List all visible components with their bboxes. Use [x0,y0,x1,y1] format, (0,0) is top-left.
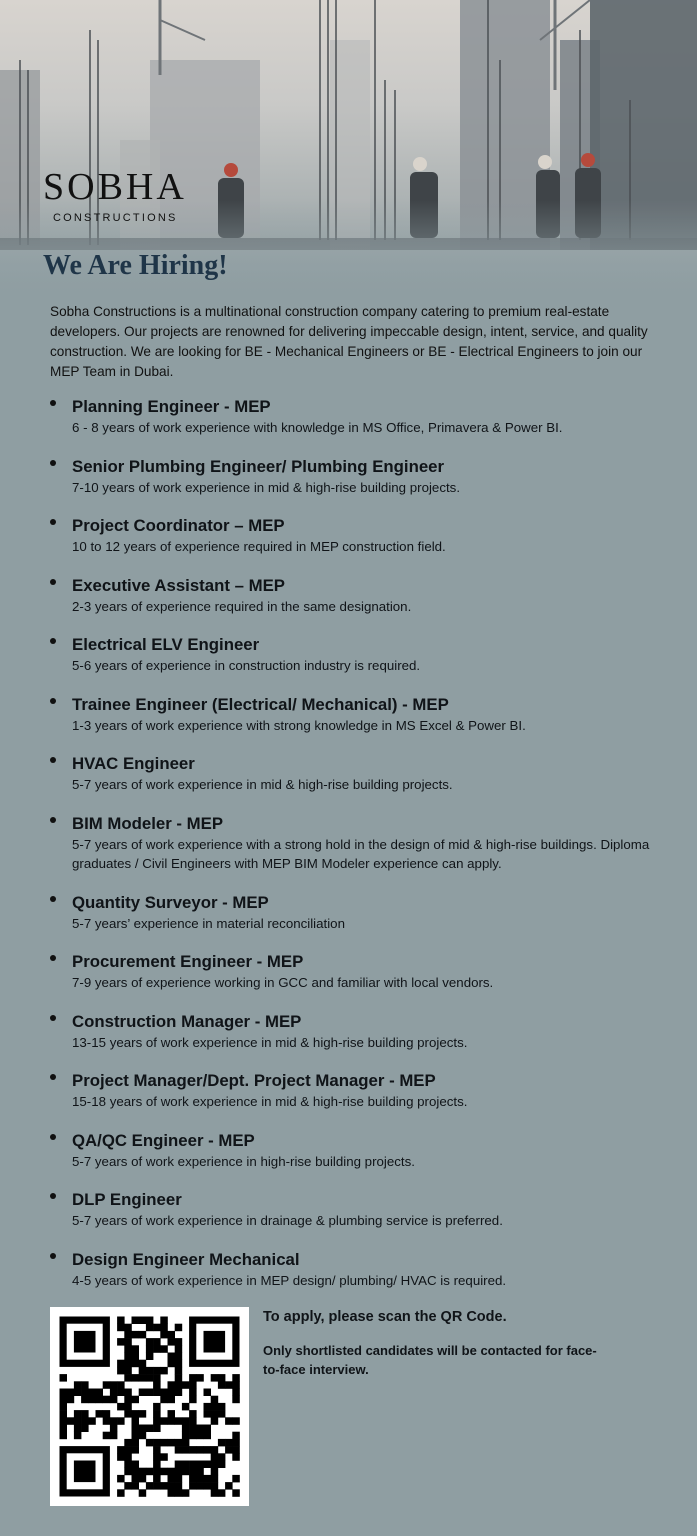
bullet-icon [50,1015,56,1021]
job-description: 5-6 years of experience in construction industry is required. [72,658,421,673]
bullet-icon [50,955,56,961]
job-title: BIM Modeler - MEP [72,813,224,833]
job-description: 5-7 years of work experience with a strong hold in the design of mid & high-rise buildings. Diploma graduates / Civil Engineers with MEP BIM Modeler experience can apply. [72,836,650,871]
bullet-icon [50,1134,56,1140]
job-item [50,694,680,736]
job-item [50,892,680,934]
job-item [50,1130,680,1172]
job-item [50,813,680,874]
bullet-icon [50,1074,56,1080]
intro-paragraph: Sobha Constructions is a multinational construction company catering to premium real-estate developers. Our projects are renowned for delivering impeccable design, intent, service, and quality construction. We are looking for BE - Mechanical Engineers or BE - Electrical Engineers to join our MEP Team in Dubai. [50,304,648,379]
job-title: Project Coordinator – MEP [72,516,285,535]
job-item [50,396,680,438]
job-description: 5-7 years of work experience in high-rise building projects. [72,1153,415,1169]
job-item [50,1011,680,1053]
bullet-icon [50,1253,56,1259]
job-description: 1-3 years of work experience with strong knowledge in MS Excel & Power BI. [72,717,526,733]
job-title: QA/QC Engineer - MEP [72,1130,255,1150]
job-title: DLP Engineer [72,1190,182,1209]
job-title: Planning Engineer - MEP [72,397,271,416]
job-item [50,1249,680,1291]
job-item [50,753,680,795]
bullet-icon [50,460,56,466]
job-title: Quantity Surveyor - MEP [72,892,269,912]
job-item [50,515,680,557]
job-title: Senior Plumbing Engineer/ Plumbing Engineer [72,456,445,476]
job-description: 7-10 years of work experience in mid & high-rise building projects. [72,479,461,495]
qr-code-icon[interactable] [50,1307,249,1506]
job-item [50,1189,680,1231]
job-title: Procurement Engineer - MEP [72,952,304,971]
job-description: 2-3 years of experience required in the same designation. [72,598,412,614]
bullet-icon [50,1193,56,1199]
job-item [50,1070,680,1112]
job-item [50,951,680,993]
job-title: Trainee Engineer (Electrical/ Mechanical) - MEP [72,694,449,714]
job-item [50,575,680,617]
job-title: Executive Assistant – MEP [72,575,285,595]
bullet-icon [50,896,56,902]
job-title: HVAC Engineer [72,754,195,773]
logo-wordmark: SOBHA [43,166,187,208]
job-description: 4-5 years of work experience in MEP design/ plumbing/ HVAC is required. [72,1272,507,1288]
job-description: 5-7 years of work experience in drainage & plumbing service is preferred. [72,1213,503,1228]
job-description: 5-7 years’ experience in material reconciliation [72,915,345,931]
job-item [50,634,680,676]
job-title: Project Manager/Dept. Project Manager - MEP [72,1071,436,1090]
job-description: 10 to 12 years of experience required in MEP construction field. [72,539,446,554]
job-title: Construction Manager - MEP [72,1011,302,1031]
job-title: Electrical ELV Engineer [72,635,260,654]
page-title: We Are Hiring! [43,250,228,281]
job-list [50,396,680,1308]
bullet-icon [50,757,56,763]
job-description: 6 - 8 years of work experience with knowledge in MS Office, Primavera & Power BI. [72,420,563,435]
qr-code-graphic [50,1307,249,1506]
job-item [50,456,680,498]
apply-section [263,1307,663,1379]
sobha-logo [43,168,203,224]
shortlist-note: Only shortlisted candidates will be contacted for face-to-face interview. [263,1343,597,1377]
bullet-icon [50,817,56,823]
bullet-icon [50,579,56,585]
job-description: 15-18 years of work experience in mid & high-rise building projects. [72,1094,468,1109]
job-description: 13-15 years of work experience in mid & high-rise building projects. [72,1034,468,1050]
job-title: Design Engineer Mechanical [72,1249,300,1269]
job-description: 5-7 years of work experience in mid & high-rise building projects. [72,777,453,792]
job-description: 7-9 years of experience working in GCC and familiar with local vendors. [72,975,494,990]
bullet-icon [50,698,56,704]
bullet-icon [50,638,56,644]
bullet-icon [50,519,56,525]
bullet-icon [50,400,56,406]
logo-subtitle: CONSTRUCTIONS [53,212,178,224]
apply-instructions: To apply, please scan the QR Code. [263,1309,507,1325]
